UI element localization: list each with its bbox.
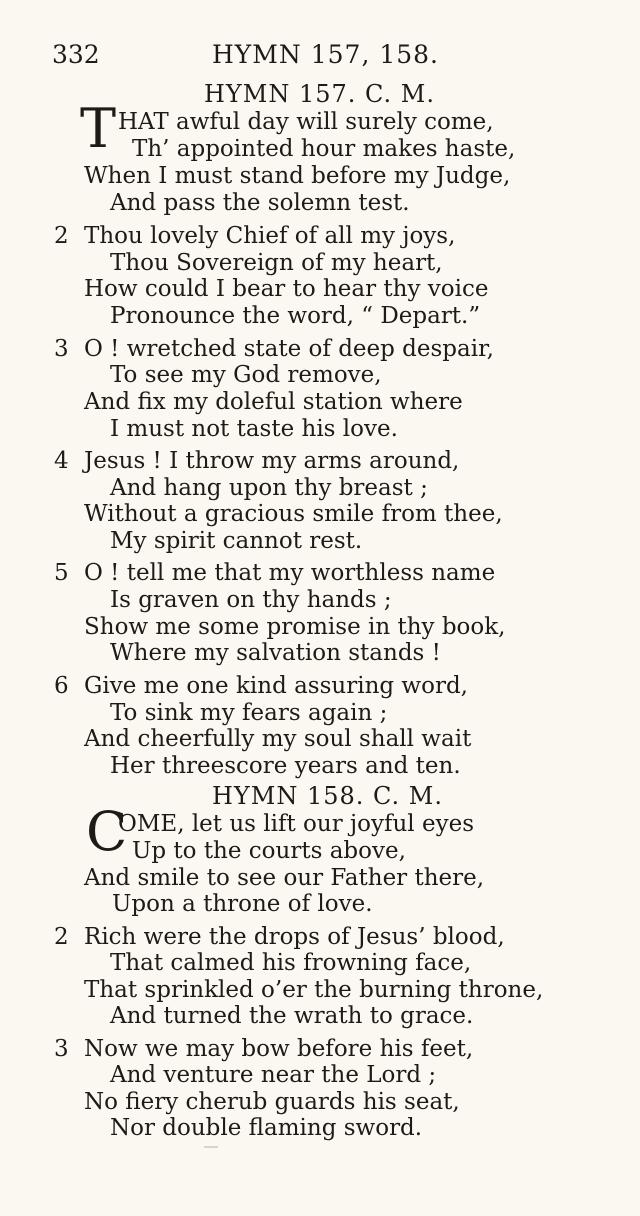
hymn-157-s2-line4: Pronounce the word, “ Depart.” <box>110 303 481 329</box>
hymn-157-s6-line4: Her threescore years and ten. <box>110 753 461 779</box>
hymn-157-title: HYMN 157. C. M. <box>204 80 436 108</box>
hymn-158-s2-line2: That calmed his frowning face, <box>110 950 472 976</box>
hymn-157-s1-line4: And pass the solemn test. <box>110 190 410 216</box>
hymn-158-s1-line1: OME, let us lift our joyful eyes <box>118 811 474 837</box>
hymn-158-title: HYMN 158. C. M. <box>212 782 444 810</box>
hymn-157-s5-line2: Is graven on thy hands ; <box>110 587 392 613</box>
hymn-157-s5-line3: Show me some promise in thy book, <box>84 614 506 640</box>
page-smudge <box>204 1146 218 1148</box>
hymn-157-s2-line3: How could I bear to hear thy voice <box>84 276 489 302</box>
hymn-157-s5-line1: O ! tell me that my worthless name <box>84 560 496 586</box>
hymn-158-s1-line4: Upon a throne of love. <box>112 891 373 917</box>
dropcap-c: C <box>86 800 128 863</box>
hymn-157-s6-line2: To sink my fears again ; <box>110 700 388 726</box>
stanza-number: 2 <box>54 223 69 249</box>
hymn-157-s3-line2: To see my God remove, <box>110 362 382 388</box>
hymn-158-s2-line4: And turned the wrath to grace. <box>110 1003 474 1029</box>
page-number: 332 <box>52 40 100 69</box>
hymn-158-s1-line3: And smile to see our Father there, <box>84 865 485 891</box>
hymn-157-s1-line1: HAT awful day will surely come, <box>118 109 494 135</box>
hymn-157-s1-line3: When I must stand before my Judge, <box>84 163 511 189</box>
hymn-158-s2-line1: Rich were the drops of Jesus’ blood, <box>84 924 505 950</box>
hymn-157-s3-line3: And fix my doleful station where <box>84 389 463 415</box>
stanza-number: 3 <box>54 1036 69 1062</box>
hymn-157-s4-line2: And hang upon thy breast ; <box>110 475 428 501</box>
hymn-157-s5-line4: Where my salvation stands ! <box>110 640 441 666</box>
hymn-157-s4-line3: Without a gracious smile from thee, <box>84 501 503 527</box>
running-title: HYMN 157, 158. <box>212 40 440 69</box>
hymn-157-s6-line3: And cheerfully my soul shall wait <box>84 726 472 752</box>
hymn-158-s3-line3: No fiery cherub guards his seat, <box>84 1089 460 1115</box>
stanza-number: 3 <box>54 336 69 362</box>
hymn-158-s3-line4: Nor double flaming sword. <box>110 1115 423 1141</box>
stanza-number: 6 <box>54 673 69 699</box>
page-header <box>52 40 612 76</box>
stanza-number: 2 <box>54 924 69 950</box>
stanza-number: 5 <box>54 560 69 586</box>
hymn-157-s4-line4: My spirit cannot rest. <box>110 528 363 554</box>
hymn-158-s2-line3: That sprinkled o’er the burning throne, <box>84 977 544 1003</box>
hymn-158-s1-line2: Up to the courts above, <box>132 838 406 864</box>
hymn-157-s6-line1: Give me one kind assuring word, <box>84 673 468 699</box>
hymn-157-s4-line1: Jesus ! I throw my arms around, <box>84 448 460 474</box>
hymn-157-s2-line1: Thou lovely Chief of all my joys, <box>84 223 456 249</box>
hymn-157-s3-line1: O ! wretched state of deep despair, <box>84 336 494 362</box>
hymn-157-s1-line2: Th’ appointed hour makes haste, <box>132 136 516 162</box>
stanza-number: 4 <box>54 448 69 474</box>
hymn-157-s3-line4: I must not taste his love. <box>110 416 398 442</box>
hymn-158-s3-line1: Now we may bow before his feet, <box>84 1036 474 1062</box>
dropcap-t: T <box>80 97 117 160</box>
hymn-157-s2-line2: Thou Sovereign of my heart, <box>110 250 443 276</box>
hymn-158-s3-line2: And venture near the Lord ; <box>110 1062 437 1088</box>
